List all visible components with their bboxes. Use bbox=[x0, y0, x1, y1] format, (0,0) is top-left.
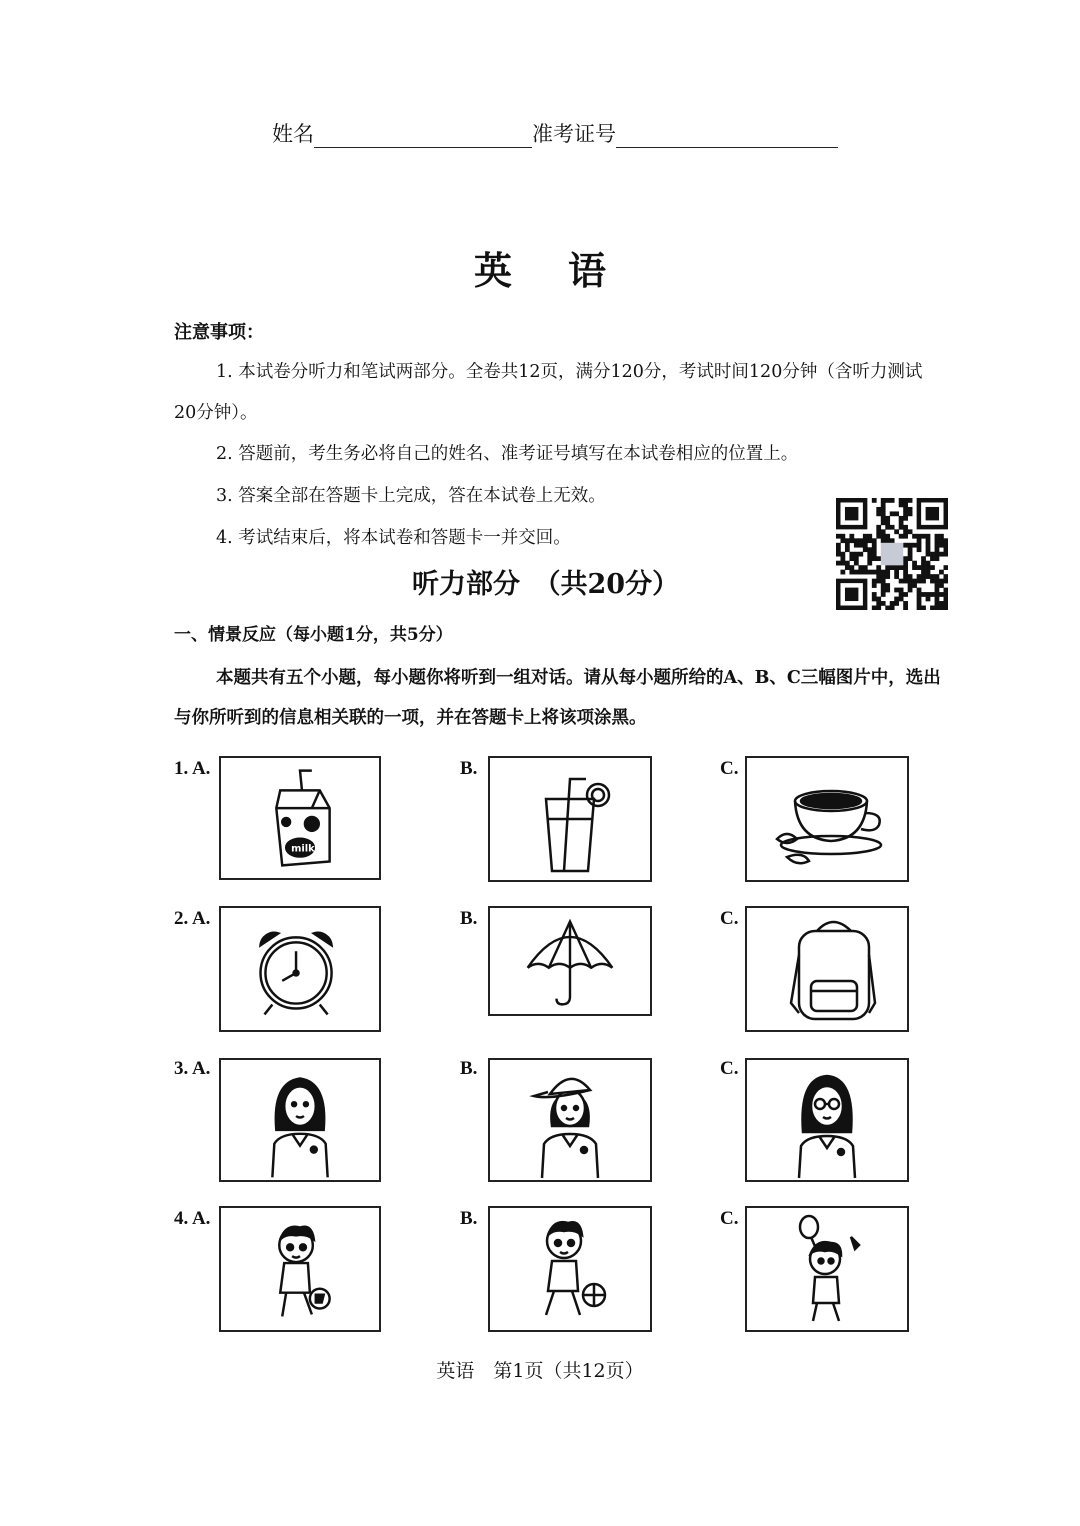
question-2-option-c-label: C. bbox=[720, 908, 739, 929]
q2-option-c[interactable] bbox=[745, 906, 909, 1032]
q1-option-b[interactable] bbox=[488, 756, 652, 882]
question-2-label: 2. A. bbox=[174, 908, 211, 929]
juice-glass-icon bbox=[490, 758, 650, 880]
name-field[interactable] bbox=[314, 125, 532, 148]
question-4-option-b-label: B. bbox=[460, 1208, 478, 1229]
page-footer: 英语 第1页（共12页） bbox=[436, 1360, 644, 1382]
boy-basketball-icon bbox=[490, 1208, 650, 1330]
tea-cup-icon bbox=[747, 758, 907, 880]
alarm-clock-icon bbox=[221, 908, 379, 1030]
qr-code-icon bbox=[836, 498, 948, 610]
backpack-icon bbox=[747, 908, 907, 1030]
question-3-label: 3. A. bbox=[174, 1058, 211, 1079]
q3-option-c[interactable] bbox=[745, 1058, 909, 1182]
q4-option-c[interactable] bbox=[745, 1206, 909, 1332]
question-3-option-b-label: B. bbox=[460, 1058, 478, 1079]
question-3-option-c-label: C. bbox=[720, 1058, 739, 1079]
umbrella-icon bbox=[490, 908, 650, 1014]
name-label: 姓名 bbox=[272, 122, 314, 146]
exam-id-label: 准考证号 bbox=[532, 122, 616, 146]
qr-code[interactable] bbox=[836, 498, 948, 610]
q2-option-a[interactable] bbox=[219, 906, 381, 1032]
boy-badminton-icon bbox=[747, 1208, 907, 1330]
notice-item-4: 4. 考试结束后，将本试卷和答题卡一并交回。 bbox=[216, 528, 571, 548]
question-2-option-b-label: B. bbox=[460, 908, 478, 929]
listening-heading: 听力部分 （共20分） bbox=[412, 569, 680, 600]
question-4-label: 4. A. bbox=[174, 1208, 211, 1229]
candidate-info-line bbox=[272, 118, 838, 148]
notice-item-3: 3. 答案全部在答题卡上完成，答在本试卷上无效。 bbox=[216, 486, 606, 506]
notice-item-2: 2. 答题前，考生务必将自己的姓名、准考证号填写在本试卷相应的位置上。 bbox=[216, 444, 799, 464]
question-1-label: 1. A. bbox=[174, 758, 211, 779]
question-4-option-c-label: C. bbox=[720, 1208, 739, 1229]
svg-text:milk: milk bbox=[291, 843, 315, 855]
girl-cap-icon bbox=[490, 1060, 650, 1180]
question-1-option-b-label: B. bbox=[460, 758, 478, 779]
page-title: 英语 bbox=[473, 248, 662, 293]
notice-item-1: 1. 本试卷分听力和笔试两部分。全卷共12页，满分120分，考试时间120分钟（含听力测试20分钟）。 bbox=[174, 362, 923, 423]
exam-id-field[interactable] bbox=[616, 125, 838, 148]
girl-long-hair-icon bbox=[221, 1060, 379, 1180]
q1-option-a[interactable] bbox=[219, 756, 381, 880]
boy-football-icon bbox=[221, 1208, 379, 1330]
girl-glasses-icon bbox=[747, 1060, 907, 1180]
q3-option-b[interactable] bbox=[488, 1058, 652, 1182]
section-heading: 一、情景反应（每小题1分，共5分） bbox=[174, 625, 453, 645]
q4-option-a[interactable] bbox=[219, 1206, 381, 1332]
instruction: 本题共有五个小题，每小题你将听到一组对话。请从每小题所给的A、B、C三幅图片中，选出与你所听到的信息相关联的一项，并在答题卡上将该项涂黑。 bbox=[174, 668, 941, 728]
notice-heading: 注意事项： bbox=[174, 322, 264, 343]
milk-carton-icon bbox=[221, 758, 379, 878]
q1-option-c[interactable] bbox=[745, 756, 909, 882]
q2-option-b[interactable] bbox=[488, 906, 652, 1016]
question-1-option-c-label: C. bbox=[720, 758, 739, 779]
q3-option-a[interactable] bbox=[219, 1058, 381, 1182]
q4-option-b[interactable] bbox=[488, 1206, 652, 1332]
